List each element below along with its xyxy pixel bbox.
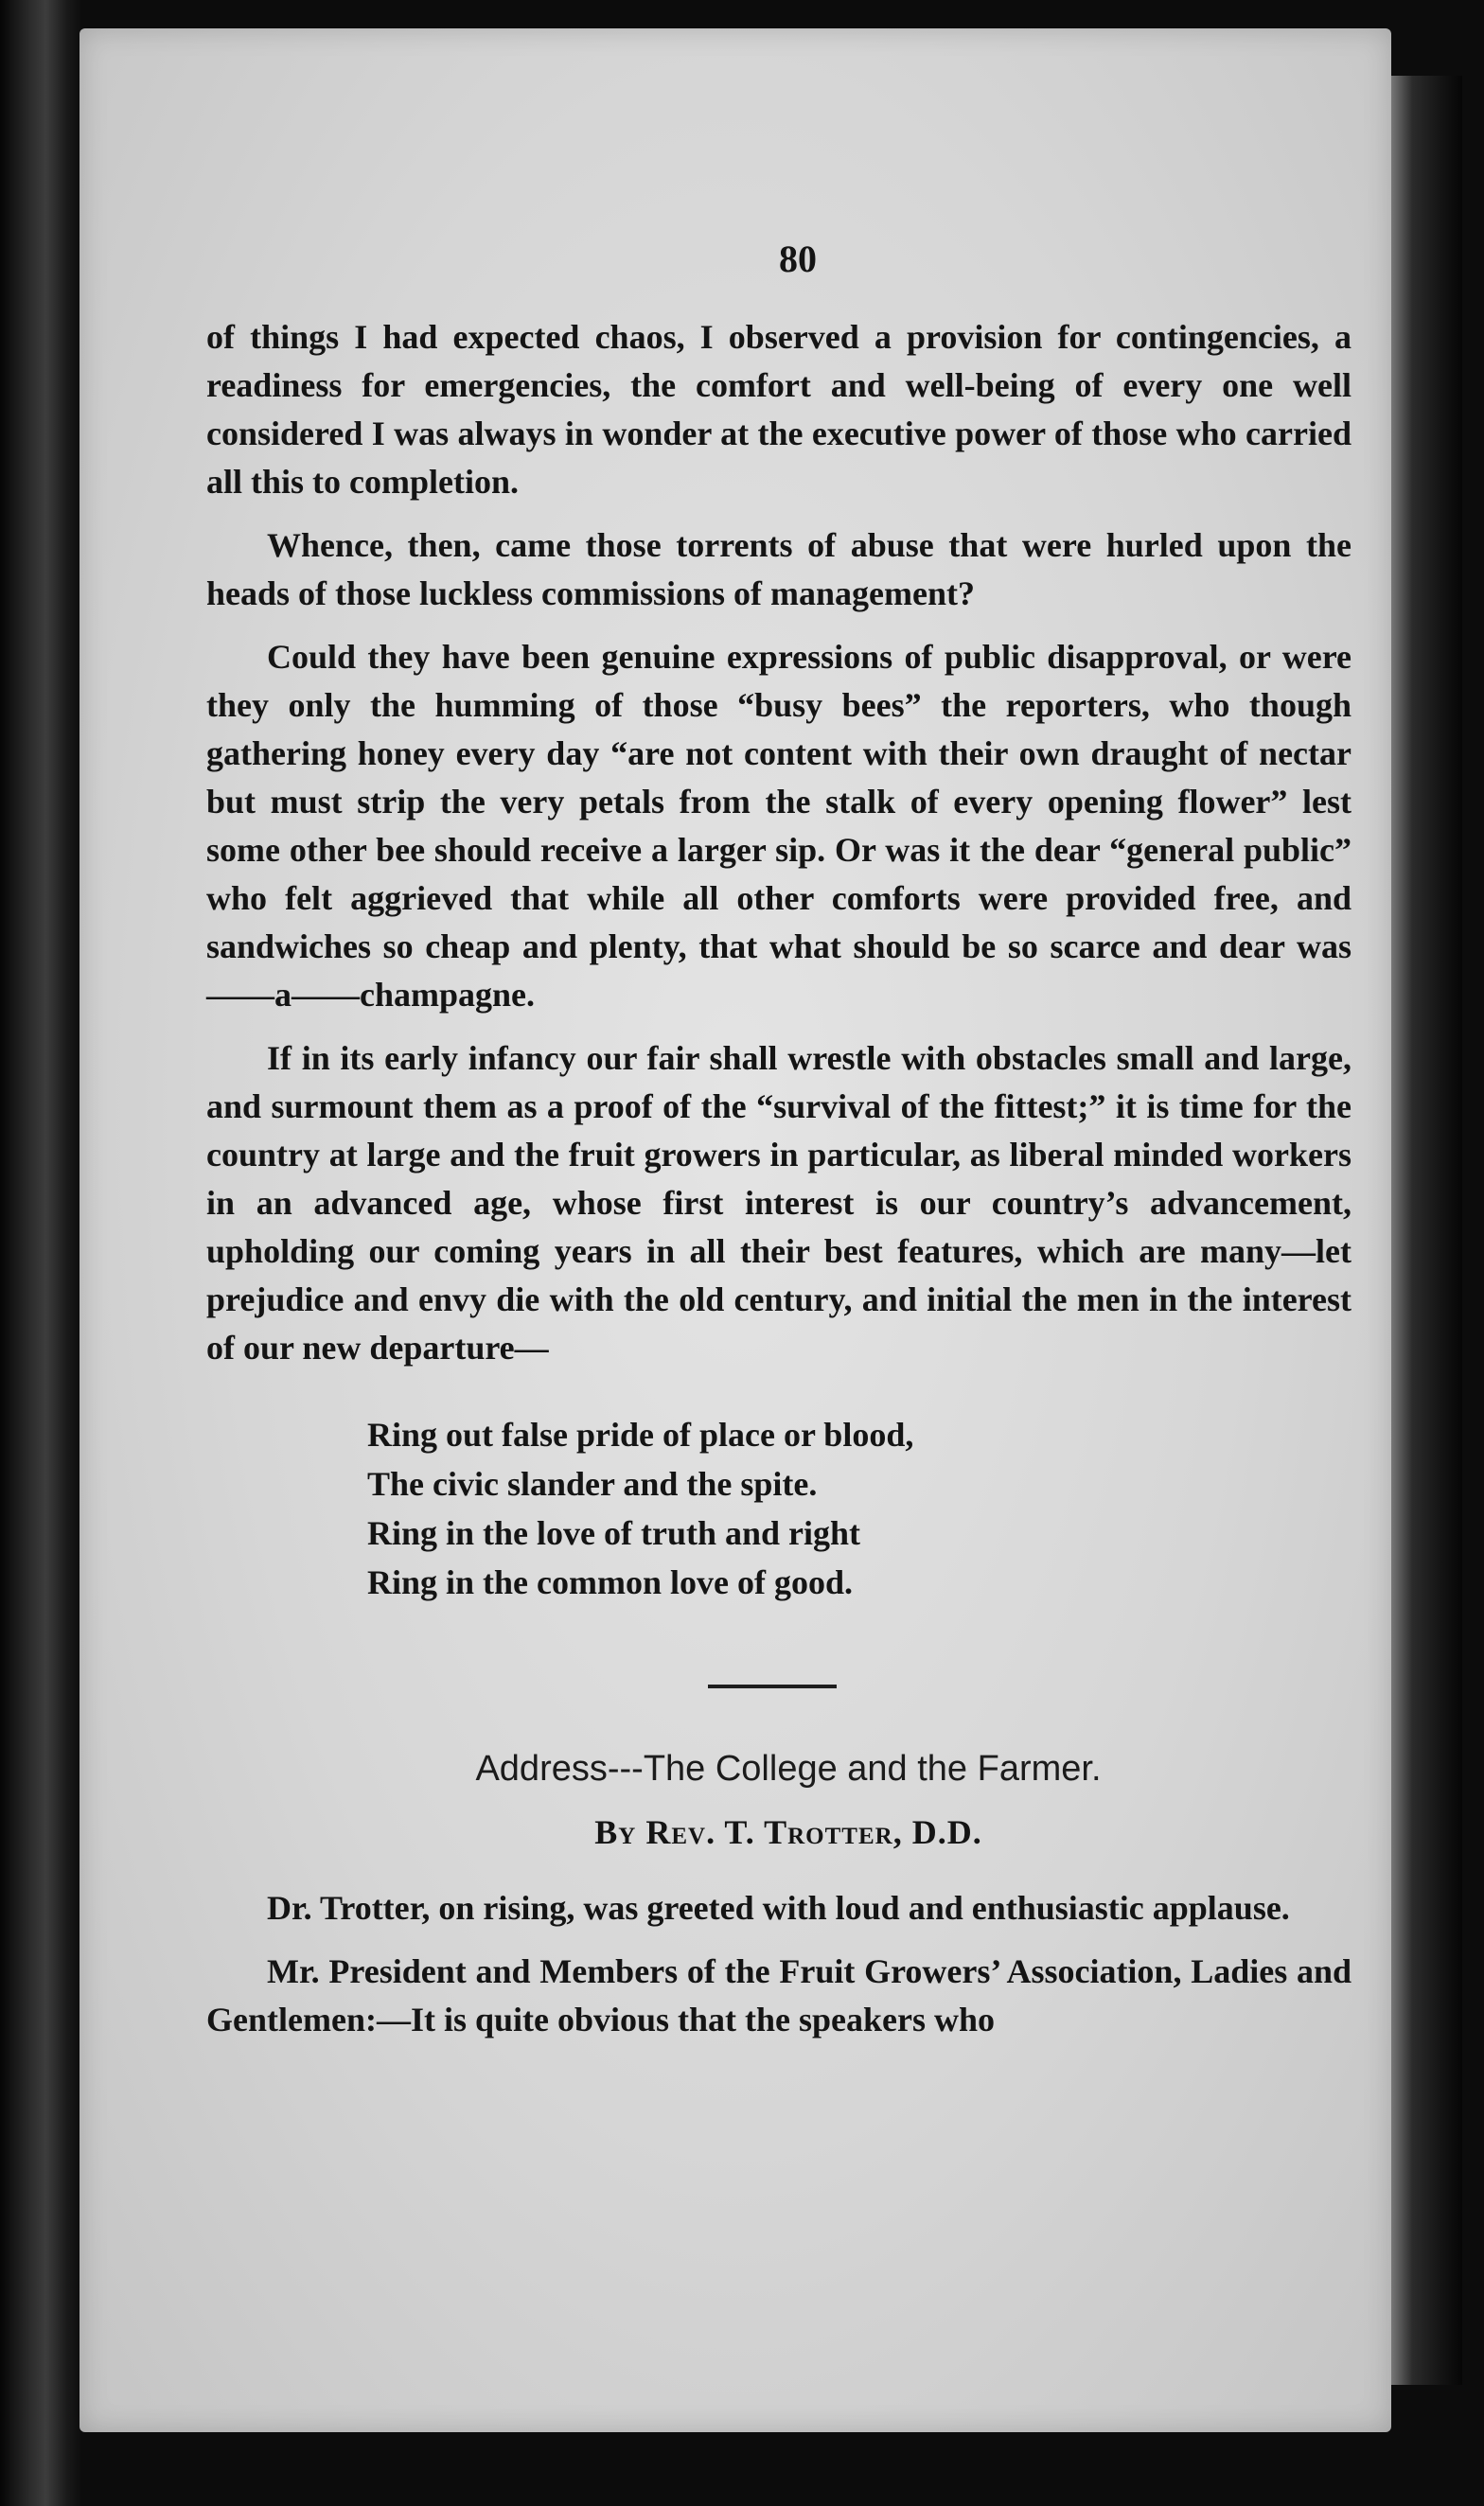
section-divider xyxy=(708,1685,837,1688)
paragraph-could-they: Could they have been genuine expressions of public disapproval, or were they only the humming of those “busy bees” the reporters, who though gathering honey every day “are not content with their own draught of nectar but must strip the very petals from the stalk of every opening flower” lest some other bee should receive a larger sip. Or was it the dear “general public” who felt aggrieved that while all other comforts were provided free, and sandwiches so cheap and plenty, that what should be so scarce and dear was ——a——champagne. xyxy=(206,638,1352,1014)
address-paragraph-greeting: Dr. Trotter, on rising, was greeted with loud and enthusiastic applause. xyxy=(267,1889,1290,1927)
page-edge-shadow xyxy=(1391,76,1462,2385)
poem-line: Ring in the love of truth and right xyxy=(367,1514,861,1552)
paragraph-whence: Whence, then, came those torrents of abuse that were hurled upon the heads of those luckless commissions of management? xyxy=(206,526,1352,612)
paragraph-infancy: If in its early infancy our fair shall wrestle with obstacles small and large, and surmount them as a proof of the “survival of the fittest;” it is time for the country at large and the fruit growers in particular, as liberal minded workers in an advanced age, whose first interest is our country’s advancement, upholding our coming years in all their best features, which are many—let prejudice and envy die with the old century, and initial the men in the interest of our new departure— xyxy=(206,1039,1352,1367)
address-heading: Address---The College and the Farmer. xyxy=(475,1749,1102,1789)
poem xyxy=(367,1410,1352,1607)
poem-line: Ring in the common love of good. xyxy=(367,1563,853,1601)
page-content xyxy=(206,237,1352,2059)
paragraph-continuation: of things I had expected chaos, I observed a provision for contingencies, a readiness for emergencies, the comfort and well-being of every one well considered I was always in wonder at the executive power of those who carried all this to completion. xyxy=(206,318,1352,501)
page-number: 80 xyxy=(779,238,817,280)
poem-line: The civic slander and the spite. xyxy=(367,1465,818,1503)
book-spine xyxy=(0,0,83,2506)
address-paragraph-salutation: Mr. President and Members of the Fruit Growers’ Association, Ladies and Gentlemen:—It is quite obvious that the speakers who xyxy=(206,1952,1352,2038)
address-byline: By Rev. T. Trotter, D.D. xyxy=(594,1813,982,1851)
poem-line: Ring out false pride of place or blood, xyxy=(367,1416,914,1454)
